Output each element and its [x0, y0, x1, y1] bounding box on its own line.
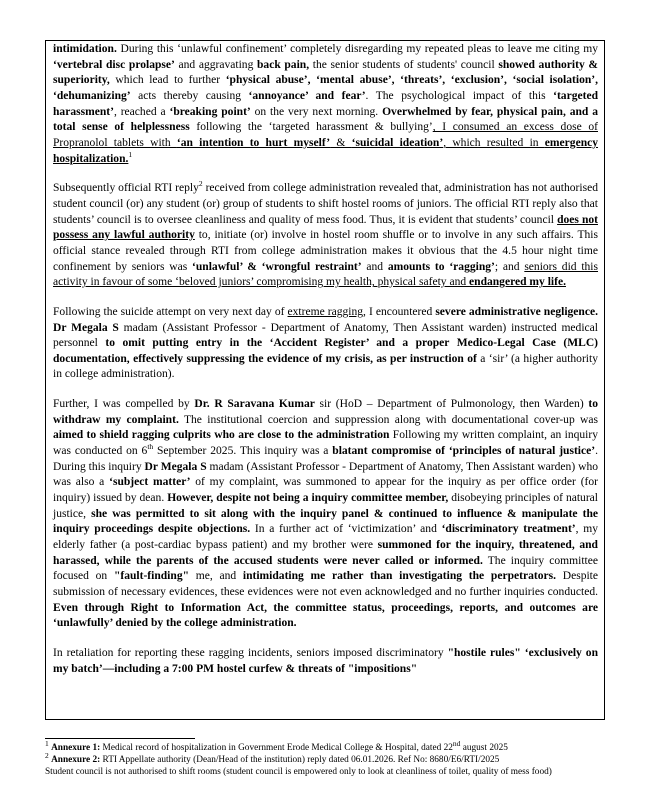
- text-run: to withdraw my complaint.: [53, 398, 598, 426]
- text-run: extreme ragging: [287, 305, 364, 318]
- text-run: Following the suicide attempt on very next day of: [53, 305, 288, 318]
- text-run: madam (Assistant Professor - Department of Anatomy, Then Assistant warden) instructed medical personnel: [53, 321, 598, 350]
- text-run: and aggravating: [174, 58, 257, 71]
- text-run: Even through Right to Information Act, the committee status, proceedings, reports, and outcomes are ‘unlawfully’ denied by the college administration.: [53, 601, 598, 630]
- text-run: madam (Assistant Professor - Department of Anatomy, Then Assistant warden) who was also a: [53, 460, 598, 489]
- paragraph-3: [53, 305, 598, 383]
- paragraph-1: [53, 42, 598, 167]
- text-run: , my elderly father (a post-cardiac bypass patient) and my brother were: [53, 523, 599, 552]
- text-run: ‘vertebral disc prolapse’: [53, 58, 175, 71]
- text-run: aimed to shield ragging culprits who are close to the administration: [53, 429, 390, 442]
- text-run: September 2025. This inquiry was a: [153, 445, 333, 458]
- text-run: , which resulted in: [443, 136, 545, 149]
- text-run: sir (HoD – Department of Pulmonology, then Warden): [314, 398, 589, 411]
- text-run: which lead to further: [109, 74, 226, 87]
- text-run: acts thereby causing: [130, 89, 249, 102]
- text-run: &: [330, 136, 352, 149]
- text-run: Dr Megala S: [53, 321, 119, 334]
- text-run: intimidating me rather than investigating the perpetrators.: [242, 570, 556, 583]
- text-run: ‘an intention to hurt myself’: [176, 136, 331, 149]
- text-run: of my complaint, was summoned to appear for the inquiry as per office order (for inquiry) issued by dean.: [53, 476, 599, 505]
- text-run: me, and: [189, 570, 243, 583]
- text-run: intimidation.: [53, 43, 117, 55]
- footnote-marker: 1: [45, 738, 49, 748]
- bordered-text-box: [45, 40, 605, 720]
- footnote-1: [45, 738, 615, 754]
- footnote-marker: 2: [45, 751, 49, 761]
- text-run: RTI Appellate authority (Dean/Head of the institution) reply dated 06.01.2026. Ref No: 8680/E6/RTI/2025: [100, 755, 500, 766]
- paragraph-4: [53, 397, 598, 632]
- footnote-marker: 2: [198, 179, 203, 189]
- text-run: "fault-finding": [113, 570, 189, 583]
- text-run: following the ‘targeted harassment & bullying’: [189, 121, 433, 134]
- text-run: ‘discriminatory treatment’: [441, 523, 576, 536]
- footnote-marker: 1: [128, 149, 133, 159]
- text-run: The inquiry committee focused on: [53, 554, 598, 583]
- text-run: The institutional coercion and suppression along with documentational cover-up was: [178, 413, 599, 426]
- text-run: , I consumed an excess dose of Propranolol tablets with: [53, 121, 598, 149]
- text-run: Dr Megala S: [144, 460, 207, 473]
- text-run: disobeying principles of natural justice,: [53, 492, 598, 520]
- text-run: ‘breaking point’: [169, 105, 251, 118]
- text-run: summoned for the inquiry, threatened, and harassed, while the parents of the accused students were never called or informed.: [53, 539, 598, 567]
- text-run: received from college administration revealed that, administration has not authorised student council (or) any student (or) group of students to shift hostel rooms of juniors. The official RTI reply also that students’ council is to oversee cleanliness and quality of mess food. Thus, it is evident that students’ council: [53, 182, 598, 226]
- text-run: However, despite not being a inquiry committee member,: [167, 492, 449, 505]
- text-run: on the very next morning.: [250, 105, 383, 118]
- text-run: the senior students of students' council: [309, 58, 499, 71]
- text-run: In retaliation for reporting these ragging incidents, seniors imposed discriminatory: [53, 646, 448, 659]
- footnotes: [45, 738, 615, 779]
- text-run: ‘annoyance’ and fear’: [248, 89, 366, 102]
- text-run: Despite submission of necessary evidences, these evidences were not even acknowledged and no further inquiries conducted.: [53, 570, 599, 598]
- footnote-2: [45, 751, 615, 766]
- text-run: and: [361, 260, 388, 273]
- text-run: Dr. R Saravana Kumar: [194, 398, 315, 411]
- text-run: During this ‘unlawful confinement’ completely disregarding my repeated pleas to leave me citing my: [116, 43, 598, 55]
- text-run: to, initiate (or) involve in hostel room shuffle or to involve in any such affairs. This official stance revealed through RTI from college administration makes it obvious that the 4.5 hour night time confinement by seniors was: [53, 229, 598, 273]
- text-run: august 2025: [460, 743, 508, 753]
- footnote-marker: th: [147, 442, 154, 452]
- paragraph-5: [53, 646, 598, 677]
- text-run: , reached a: [113, 105, 170, 118]
- text-run: back pain,: [257, 58, 310, 71]
- footnote-separator: [45, 738, 195, 739]
- text-run: does not possess any lawful authority: [53, 213, 598, 242]
- text-run: "hostile rules" ‘exclusively on my batch’—including a 7:00 PM hostel curfew & threats of "impositions": [53, 646, 598, 675]
- paragraph-2: [53, 181, 598, 291]
- text-run: to omit putting entry in the ‘Accident Register’ and a proper Medico-Legal Case (MLC) documentation, effectively suppressing the evidence of my crisis, as per instruction of: [53, 337, 599, 365]
- text-run: Further, I was compelled by: [53, 398, 195, 411]
- text-run: Annexure 2:: [51, 755, 101, 766]
- text-run: ‘suicidal ideation’: [351, 136, 444, 149]
- text-run: In a further act of ‘victimization’ and: [250, 523, 442, 536]
- text-run: showed authority & superiority,: [53, 58, 598, 87]
- text-run: Following my written complaint, an inquiry was conducted on 6: [53, 429, 598, 458]
- text-run: Overwhelmed by fear, physical pain, and a total sense of helplessness: [53, 105, 598, 134]
- text-run: ‘subject matter’: [109, 476, 191, 489]
- text-run: Annexure 1:: [51, 743, 101, 753]
- text-run: she was permitted to sit along with the inquiry panel & continued to influence & manipulate the inquiry proceedings despite objections.: [53, 507, 598, 536]
- text-run: endangered my life.: [469, 276, 566, 289]
- text-run: seniors did this activity in favour of some ‘beloved juniors’ compromising my health, physical safety and: [53, 260, 599, 289]
- text-run: . During this inquiry: [53, 445, 598, 473]
- text-run: . The psychological impact of this: [365, 89, 554, 102]
- text-run: severe administrative negligence.: [435, 305, 598, 318]
- text-run: a ‘sir’ (a higher authority in college administration).: [53, 352, 598, 381]
- text-run: amounts to ‘ragging’: [387, 260, 495, 273]
- footnote-note: [45, 766, 615, 778]
- text-run: emergency hospitalization.: [53, 136, 599, 165]
- text-run: blatant compromise of ‘principles of natural justice’: [332, 445, 596, 458]
- footnote-marker: nd: [452, 738, 461, 748]
- text-run: ; and: [494, 260, 525, 273]
- text-run: Subsequently official RTI reply: [53, 182, 199, 195]
- text-run: Medical record of hospitalization in Government Erode Medical College & Hospital, dated 22: [100, 743, 453, 753]
- text-run: Student council is not authorised to shift rooms (student council is empowered only to look at cleanliness of toilet, quality of mess food): [45, 767, 552, 778]
- text-run: , I encountered: [363, 305, 436, 318]
- text-run: ‘unlawful’ & ‘wrongful restraint’: [192, 260, 362, 273]
- text-run: ‘physical abuse’, ‘mental abuse’, ‘threats’, ‘exclusion’, ‘social isolation’, ‘dehumanizing’: [53, 74, 598, 102]
- text-run: ‘targeted harassment’: [53, 89, 598, 118]
